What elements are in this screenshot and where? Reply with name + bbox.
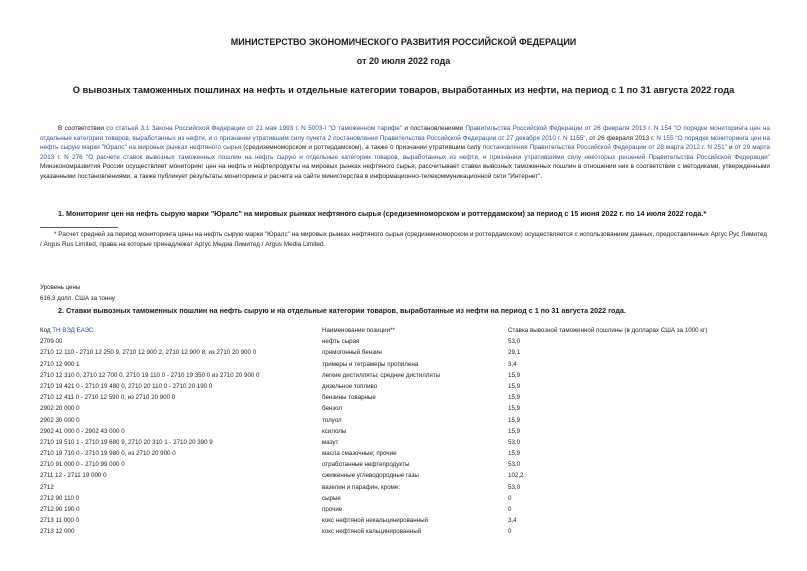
document-title: О вывозных таможенных пошлинах на нефть и отдельные категории товаров, выработанных из нефти, на период с 1 по 31 августа 2022 года [72,85,735,95]
cell-name: вазелин и парафин, кроме: [322,483,401,491]
intro-text-2: и постановлениями [402,125,466,132]
section-1-heading: 1. Мониторинг цен на нефть сырую марки "Юралс" на мировых рынках нефтяного сырья (средиземноморском и роттердамском) за период с 15 июня 2022 г. по 14 июля 2022 года.* [58,209,707,218]
table-row [40,405,778,416]
cell-rate: 53,0 [508,438,521,446]
cell-code: 2711 12 - 2711 19 000 0 [40,472,107,480]
table-row [40,361,778,372]
header-code-prefix: Код [40,327,53,334]
cell-name: кокс нефтяной кальцинированный [322,528,422,536]
cell-code: 2710 19 710 0 - 2710 19 980 0, из 2710 20 900 0 [40,450,176,458]
table-row [40,428,778,439]
cell-rate: 15,9 [508,382,521,390]
price-value: 616,3 долл. США за тонну [40,295,115,302]
cell-code: 2713 11 000 0 [40,517,80,525]
cell-name: бензины товарные [322,394,376,402]
table-row [40,450,778,461]
cell-rate: 15,9 [508,427,521,435]
decree-276-link[interactable]: от 29 марта 2013 г. N 276 "О расчете ставок вывозных таможенных пошлин на нефть сырую и отдельные категории товаров, выработанных из нефти, и признании утратившими силу некоторых решений Правительства Российской Федерации" [40,144,770,161]
cell-code: 2712 90 190 0 [40,506,80,513]
table-row [40,439,778,450]
cell-code: 2710 12 900 1 [40,360,80,368]
table-row [40,528,778,539]
table-row [40,484,778,495]
cell-name: кокс нефтяной некальцинированный [322,517,428,525]
cell-name: прямогонный бензин [322,349,382,357]
cell-code: 2710 19 421 0 - 2710 19 480 0, 2710 20 110 0 - 2710 20 190 0 [40,382,213,390]
law-link[interactable]: со статьей 3.1 Закона Российской Федерации от 21 мая 1993 г. N 5003-I "О таможенном тарифе" [106,125,403,132]
cell-name: дизельное топливо [322,382,378,390]
table-row [40,349,778,360]
cell-rate: 3,4 [508,360,517,368]
cell-code: 2710 91 000 0 - 2710 99 000 0 [40,461,125,469]
header-rate: Ставка вывозной таможенной пошлины (в долларах США за 1000 кг) [508,327,708,334]
cell-code: 2712 [40,483,54,491]
table-row [40,461,778,472]
cell-rate: 53,0 [508,483,521,491]
cell-rate: 15,9 [508,394,521,402]
cell-code: 2710 19 510 1 - 2710 19 680 9, 2710 20 310 1 - 2710 20 390 9 [40,438,213,446]
cell-rate: 0 [508,506,512,513]
cell-code: 2902 20 000 0 [40,405,80,413]
cell-code: 2710 12 310 0, 2710 12 700 0, 2710 19 110 0 - 2710 19 350 0 из 2710 20 900 0 [40,371,260,379]
decree-154-link[interactable]: Правительства Российской Федерации от 26 февраля 2013 г. N 154 "О порядке мониторинга цен на отдельные категории товаров, выработанных из нефти, и о признании утратившим силу пункта 2 постановления Правительства Российской Федерации от 27 декабря 2010 г. N 1155" [40,125,770,142]
header-name: Наименование позиции** [322,327,395,334]
cell-name: прочие [322,506,343,513]
cell-name: мазут [322,438,339,446]
cell-rate: 15,9 [508,371,521,379]
header-code [40,327,322,338]
cell-rate: 102,2 [508,472,524,480]
cell-name: нефть сырая [322,338,360,346]
cell-code: 2709 00 [40,338,63,346]
table-row [40,394,778,405]
cell-rate: 29,1 [508,349,521,357]
decree-155-link[interactable]: N 155 "О порядке мониторинга цен на нефть сырую марки "Юралс" на мировых рынках нефтяного сырья [40,134,770,151]
intro-paragraph [40,124,770,181]
cell-name: масла смазочные; прочие [322,450,397,458]
price-label: Уровень цены [40,284,81,291]
cell-rate: 53,0 [508,338,521,346]
intro-text-5: и [726,144,735,151]
table-row [40,472,778,483]
cell-name: легкие дистилляты; средние дистилляты [322,371,441,379]
table-row [40,417,778,428]
table-row [40,495,778,506]
footnote-text: * Расчет средней за период мониторинга цены на нефть сырую марки "Юралс" на мировых рынках нефтяного сырья (средиземноморском и роттердамском) осуществляется с использованием данных, предоставленных Аргус Рус Лимитед / Argus Rus Limited, права на которые принадлежат Аргус Медиа Лимитед / Argus Media Limited. [40,231,767,248]
cell-rate: 15,9 [508,450,521,458]
cell-rate: 3,4 [508,517,517,525]
cell-name: толуол [322,416,342,424]
footnote-divider [40,227,118,228]
cell-rate: 15,9 [508,416,521,424]
table-header-row [40,327,778,338]
cell-name: ксилолы [322,427,347,435]
decree-251-link[interactable]: постановления Правительства Российской Федерации от 28 марта 2012 г. N 251" [482,144,727,151]
table-row [40,338,778,349]
table-row [40,517,778,528]
cell-code: 2710 12 411 0 - 2710 12 590 0, из 2710 20 900 0 [40,394,176,402]
cell-name: отработанные нефтепродукты [322,461,410,469]
cell-code: 2713 12 000 [40,528,75,536]
cell-rate: 53,0 [508,461,521,469]
cell-code: 2902 30 000 0 [40,416,80,424]
cell-name: сжиженные углеводородные газы [322,472,419,480]
cell-code: 2712 90 110 0 [40,494,80,502]
intro-text-4: (средиземноморском и роттердамском), а также о признании утратившим силу [241,144,483,151]
cell-rate: 0 [508,528,512,536]
intro-text-1: В соответствии [58,125,107,132]
tnved-link[interactable]: ТН ВЭД ЕАЭС [52,327,94,334]
cell-name: сырые [322,494,341,502]
document-date: от 20 июля 2022 года [356,56,451,66]
ministry-heading: МИНИСТЕРСТВО ЭКОНОМИЧЕСКОГО РАЗВИТИЯ РОССИЙСКОЙ ФЕДЕРАЦИИ [230,37,577,47]
cell-name: бензол [322,405,343,413]
intro-text-6: Минэкономразвития России осуществляет мониторинг цен на нефть и нефтепродукты на мировых рынках нефтяного сырья, рассчитывает ставки вывозных таможенных пошлин в отношении них в соответствии с методиками, утвержденными указанными постановлениями, а также публикует результаты мониторинга и расчета на сайте министерства в информационно-телекоммуникационной сети "Интернет". [40,163,770,180]
table-row [40,383,778,394]
cell-rate: 15,9 [508,405,521,413]
section-2-heading: 2. Ставки вывозных таможенных пошлин на нефть сырую и на отдельные категории товаров, выработанные из нефти на период с 1 по 31 августа 2022 года. [58,306,626,315]
table-row [40,372,778,383]
cell-name: тримеры и тетрамеры пропилена [322,360,419,368]
intro-text-3: , от 26 февраля 2013 г. [585,134,657,142]
cell-code: 2710 12 110 - 2710 12 250 9, 2710 12 900 2, 2710 12 900 8, из 2710 20 900 0 [40,349,257,357]
cell-rate: 0 [508,494,512,502]
table-row [40,506,778,517]
duty-rates-table [40,327,778,540]
cell-code: 2902 41 000 0 - 2902 43 000 0 [40,427,125,435]
